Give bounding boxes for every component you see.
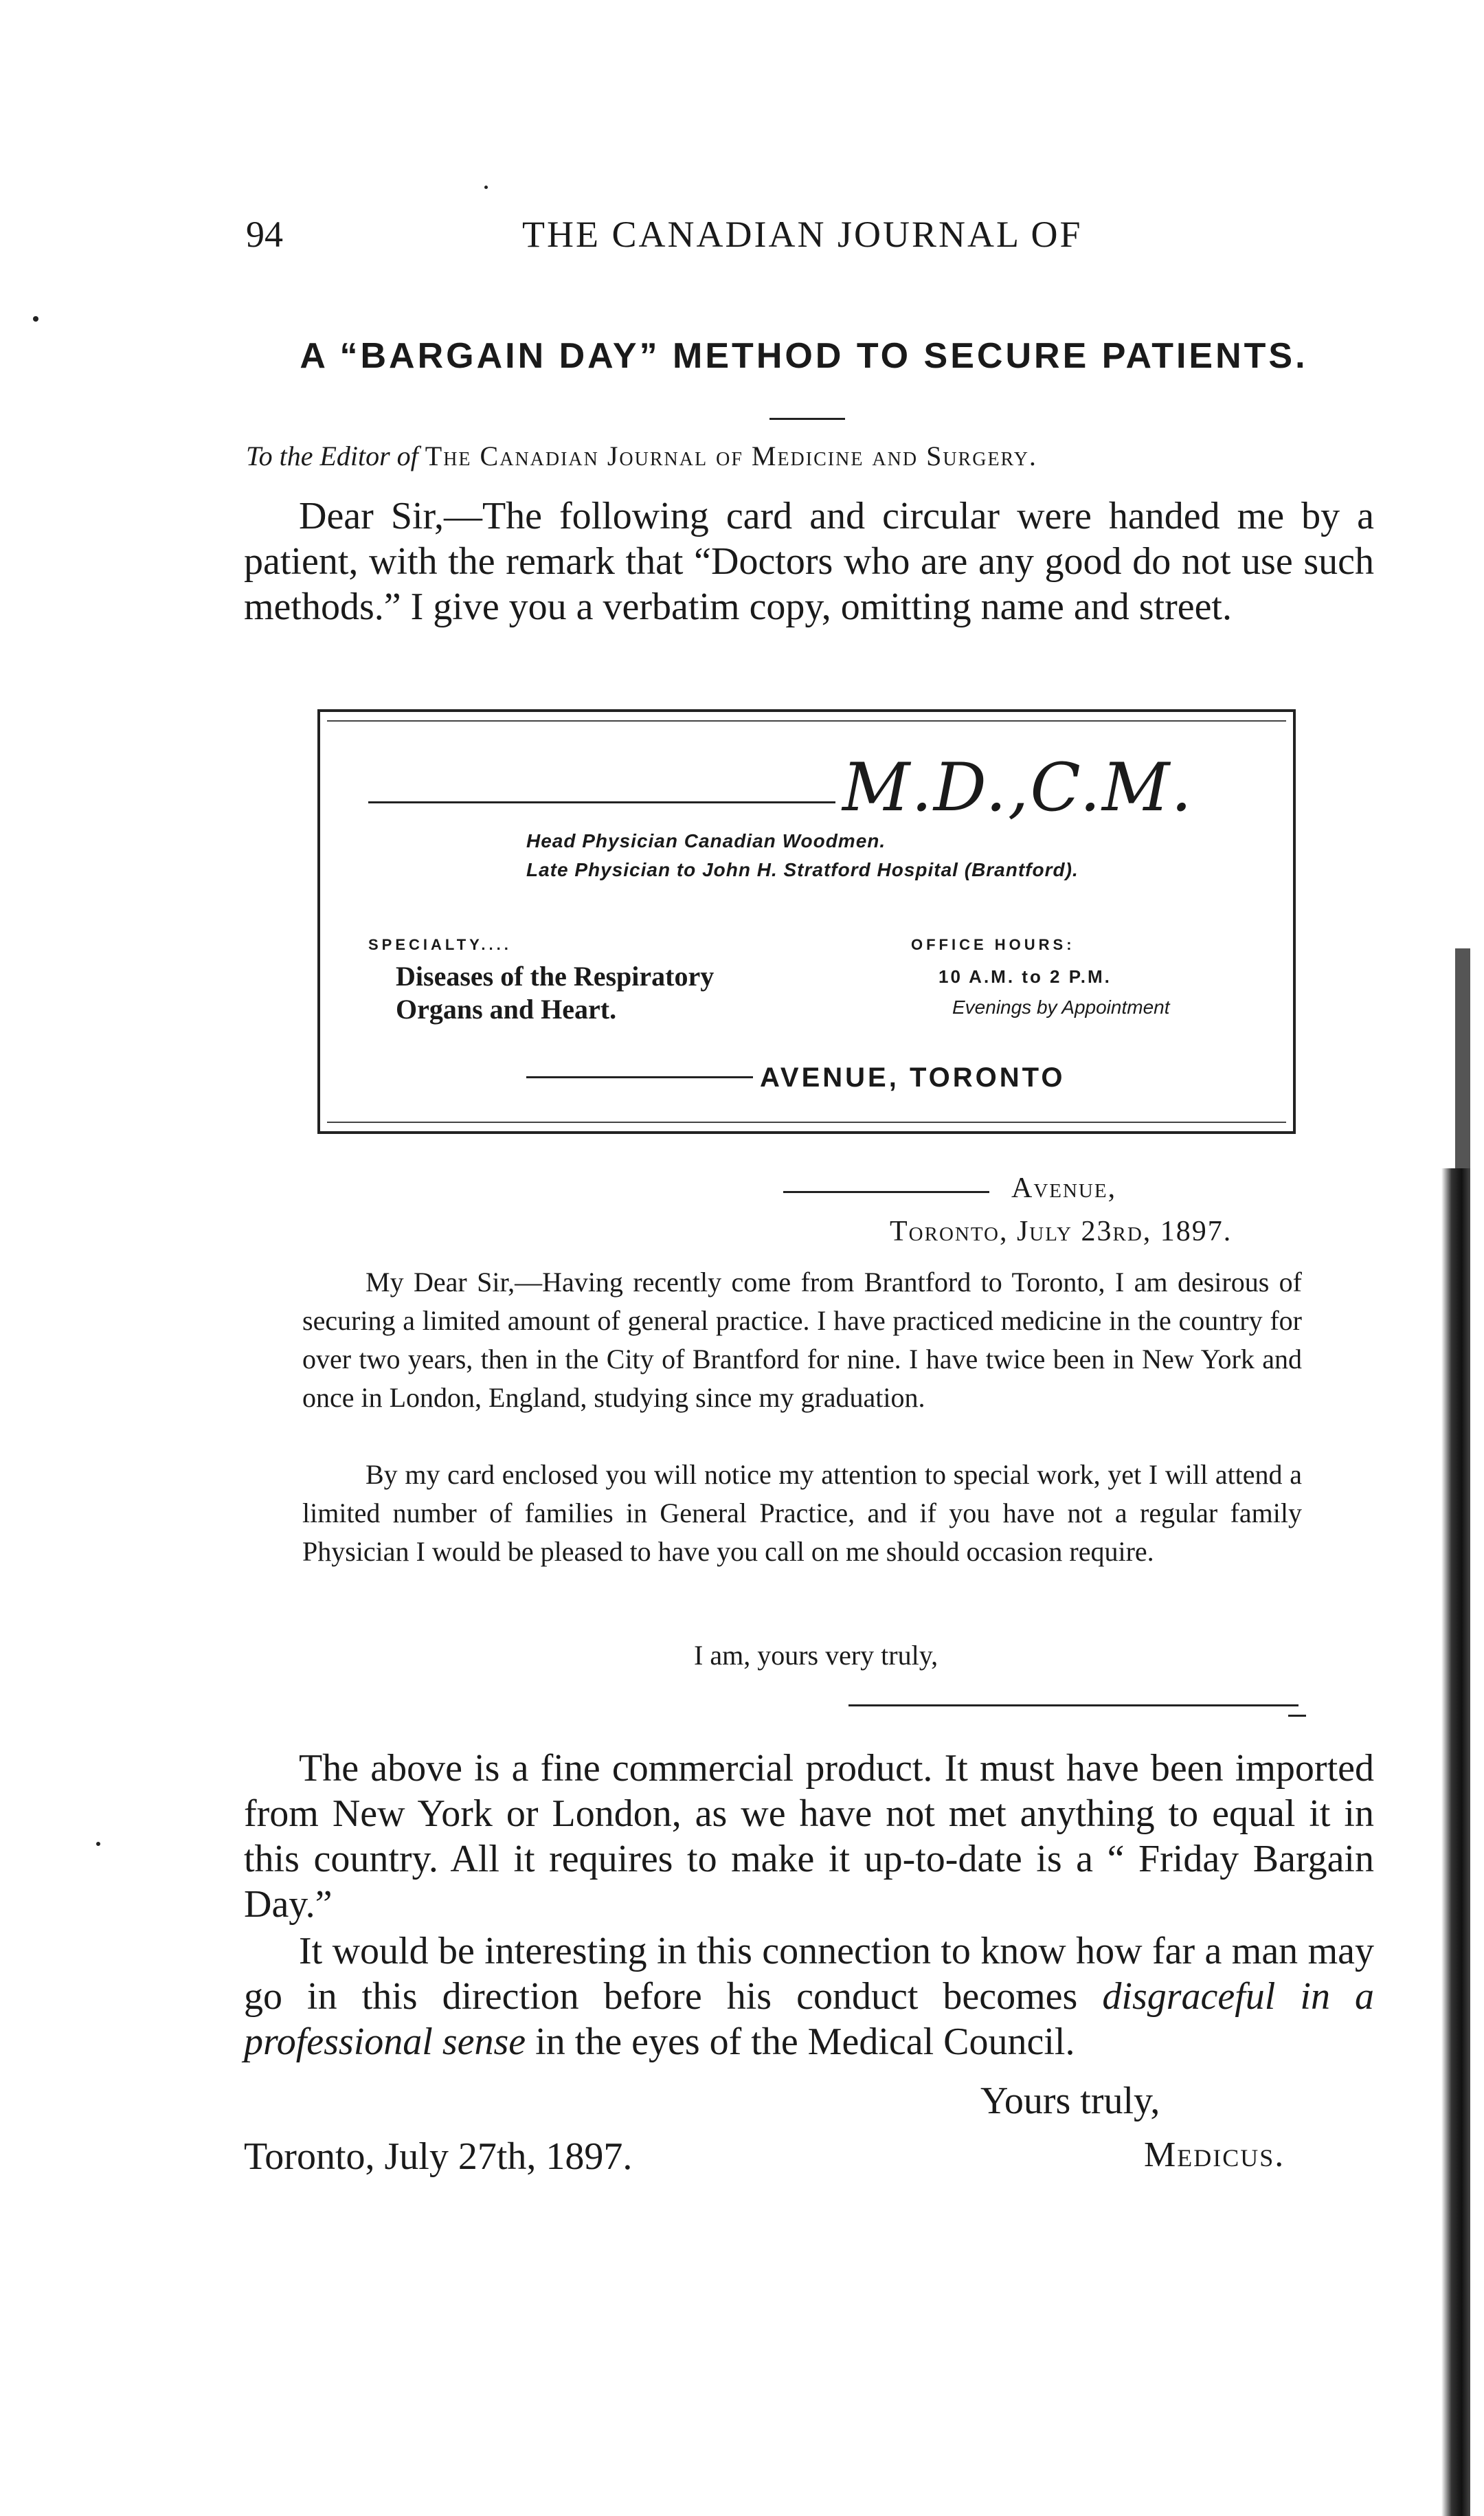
response-para2-end: in the eyes of the Medical Council. xyxy=(526,2020,1075,2063)
scan-speck xyxy=(484,186,488,189)
signature-omitted-rule xyxy=(1288,1715,1306,1717)
specialty-line1: Diseases of the Respiratory xyxy=(396,961,715,992)
scan-speck xyxy=(96,1842,100,1846)
letter-para2: By my card enclosed you will notice my attention to special work, yet I will attend a limited number of families in General Practice, and if you have not a regular family Physician I would be pleased to have you call on me should occasion require. xyxy=(302,1459,1302,1567)
card-degree: M.D.,C.M. xyxy=(842,749,1193,826)
street-omitted-rule xyxy=(526,1076,753,1078)
response-paragraph xyxy=(244,1928,1374,2064)
signature: Medicus. xyxy=(1144,2135,1285,2174)
letter-paragraph xyxy=(302,1456,1302,1571)
scan-speck xyxy=(33,316,38,322)
signature-omitted-rule xyxy=(848,1704,1298,1706)
valediction: Yours truly, xyxy=(980,2080,1160,2122)
journal-title: THE CANADIAN JOURNAL OF xyxy=(522,214,1083,255)
street-omitted-rule xyxy=(783,1191,989,1193)
place-date: Toronto, July 27th, 1897. xyxy=(244,2135,633,2178)
specialty-line2: Organs and Heart. xyxy=(396,994,617,1025)
article-title: A “BARGAIN DAY” METHOD TO SECURE PATIENTS. xyxy=(300,336,1308,376)
letter-para1: My Dear Sir,—Having recently come from Brantford to Toronto, I am desirous of securing a limited amount of general practice. I have practiced medicine in the country for over two years, then in the City of Brantford for nine. I have twice been in New York and once in London, England, studying since my graduation. xyxy=(302,1267,1302,1413)
letter-closing: I am, yours very truly, xyxy=(694,1640,938,1671)
title-rule xyxy=(769,418,845,420)
intro-paragraph xyxy=(244,493,1374,630)
addressee-prefix: To the Editor of xyxy=(246,441,418,471)
name-omitted-rule xyxy=(368,801,835,803)
letter-avenue: Avenue, xyxy=(1011,1172,1117,1204)
page-number: 94 xyxy=(246,214,283,255)
response-para2-start: It would be interesting in this connection to know how far a man may go in this direction before his conduct becomes xyxy=(244,1930,1374,2018)
scan-edge-shadow xyxy=(1441,1168,1470,2516)
letter-paragraph xyxy=(302,1263,1302,1417)
letter-date: Toronto, July 23rd, 1897. xyxy=(890,1216,1233,1247)
card-position: Head Physician Canadian Woodmen. xyxy=(526,830,886,851)
addressee-line xyxy=(246,440,1037,472)
response-para2-italic: disgraceful in a professional sense xyxy=(244,1975,1375,2063)
card-former-position: Late Physician to John H. Stratford Hospital (Brantford). xyxy=(526,859,1079,880)
office-hours-label: OFFICE HOURS: xyxy=(911,936,1075,953)
evening-hours: Evenings by Appointment xyxy=(952,997,1170,1018)
scan-edge-shadow xyxy=(1455,948,1470,1168)
office-hours: 10 A.M. to 2 P.M. xyxy=(938,966,1112,987)
addressee-journal: The Canadian Journal of Medicine and Surgery. xyxy=(425,441,1037,471)
specialty-label: SPECIALTY.... xyxy=(368,936,512,953)
response-paragraph xyxy=(244,1746,1374,1927)
business-card xyxy=(317,709,1296,1134)
intro-text: Dear Sir,—The following card and circular were handed me by a patient, with the remark that “Doctors who are any good do not use such methods.” I give you a verbatim copy, omitting name and street. xyxy=(244,495,1374,628)
card-address: AVENUE, TORONTO xyxy=(760,1062,1066,1093)
response-para1: The above is a fine commercial product. It must have been imported from New York or London, as we have not met anything to equal it in this country. All it requires to make it up-to-date is a “ Friday Bargain Day.” xyxy=(244,1747,1374,1926)
running-head xyxy=(0,213,1484,268)
